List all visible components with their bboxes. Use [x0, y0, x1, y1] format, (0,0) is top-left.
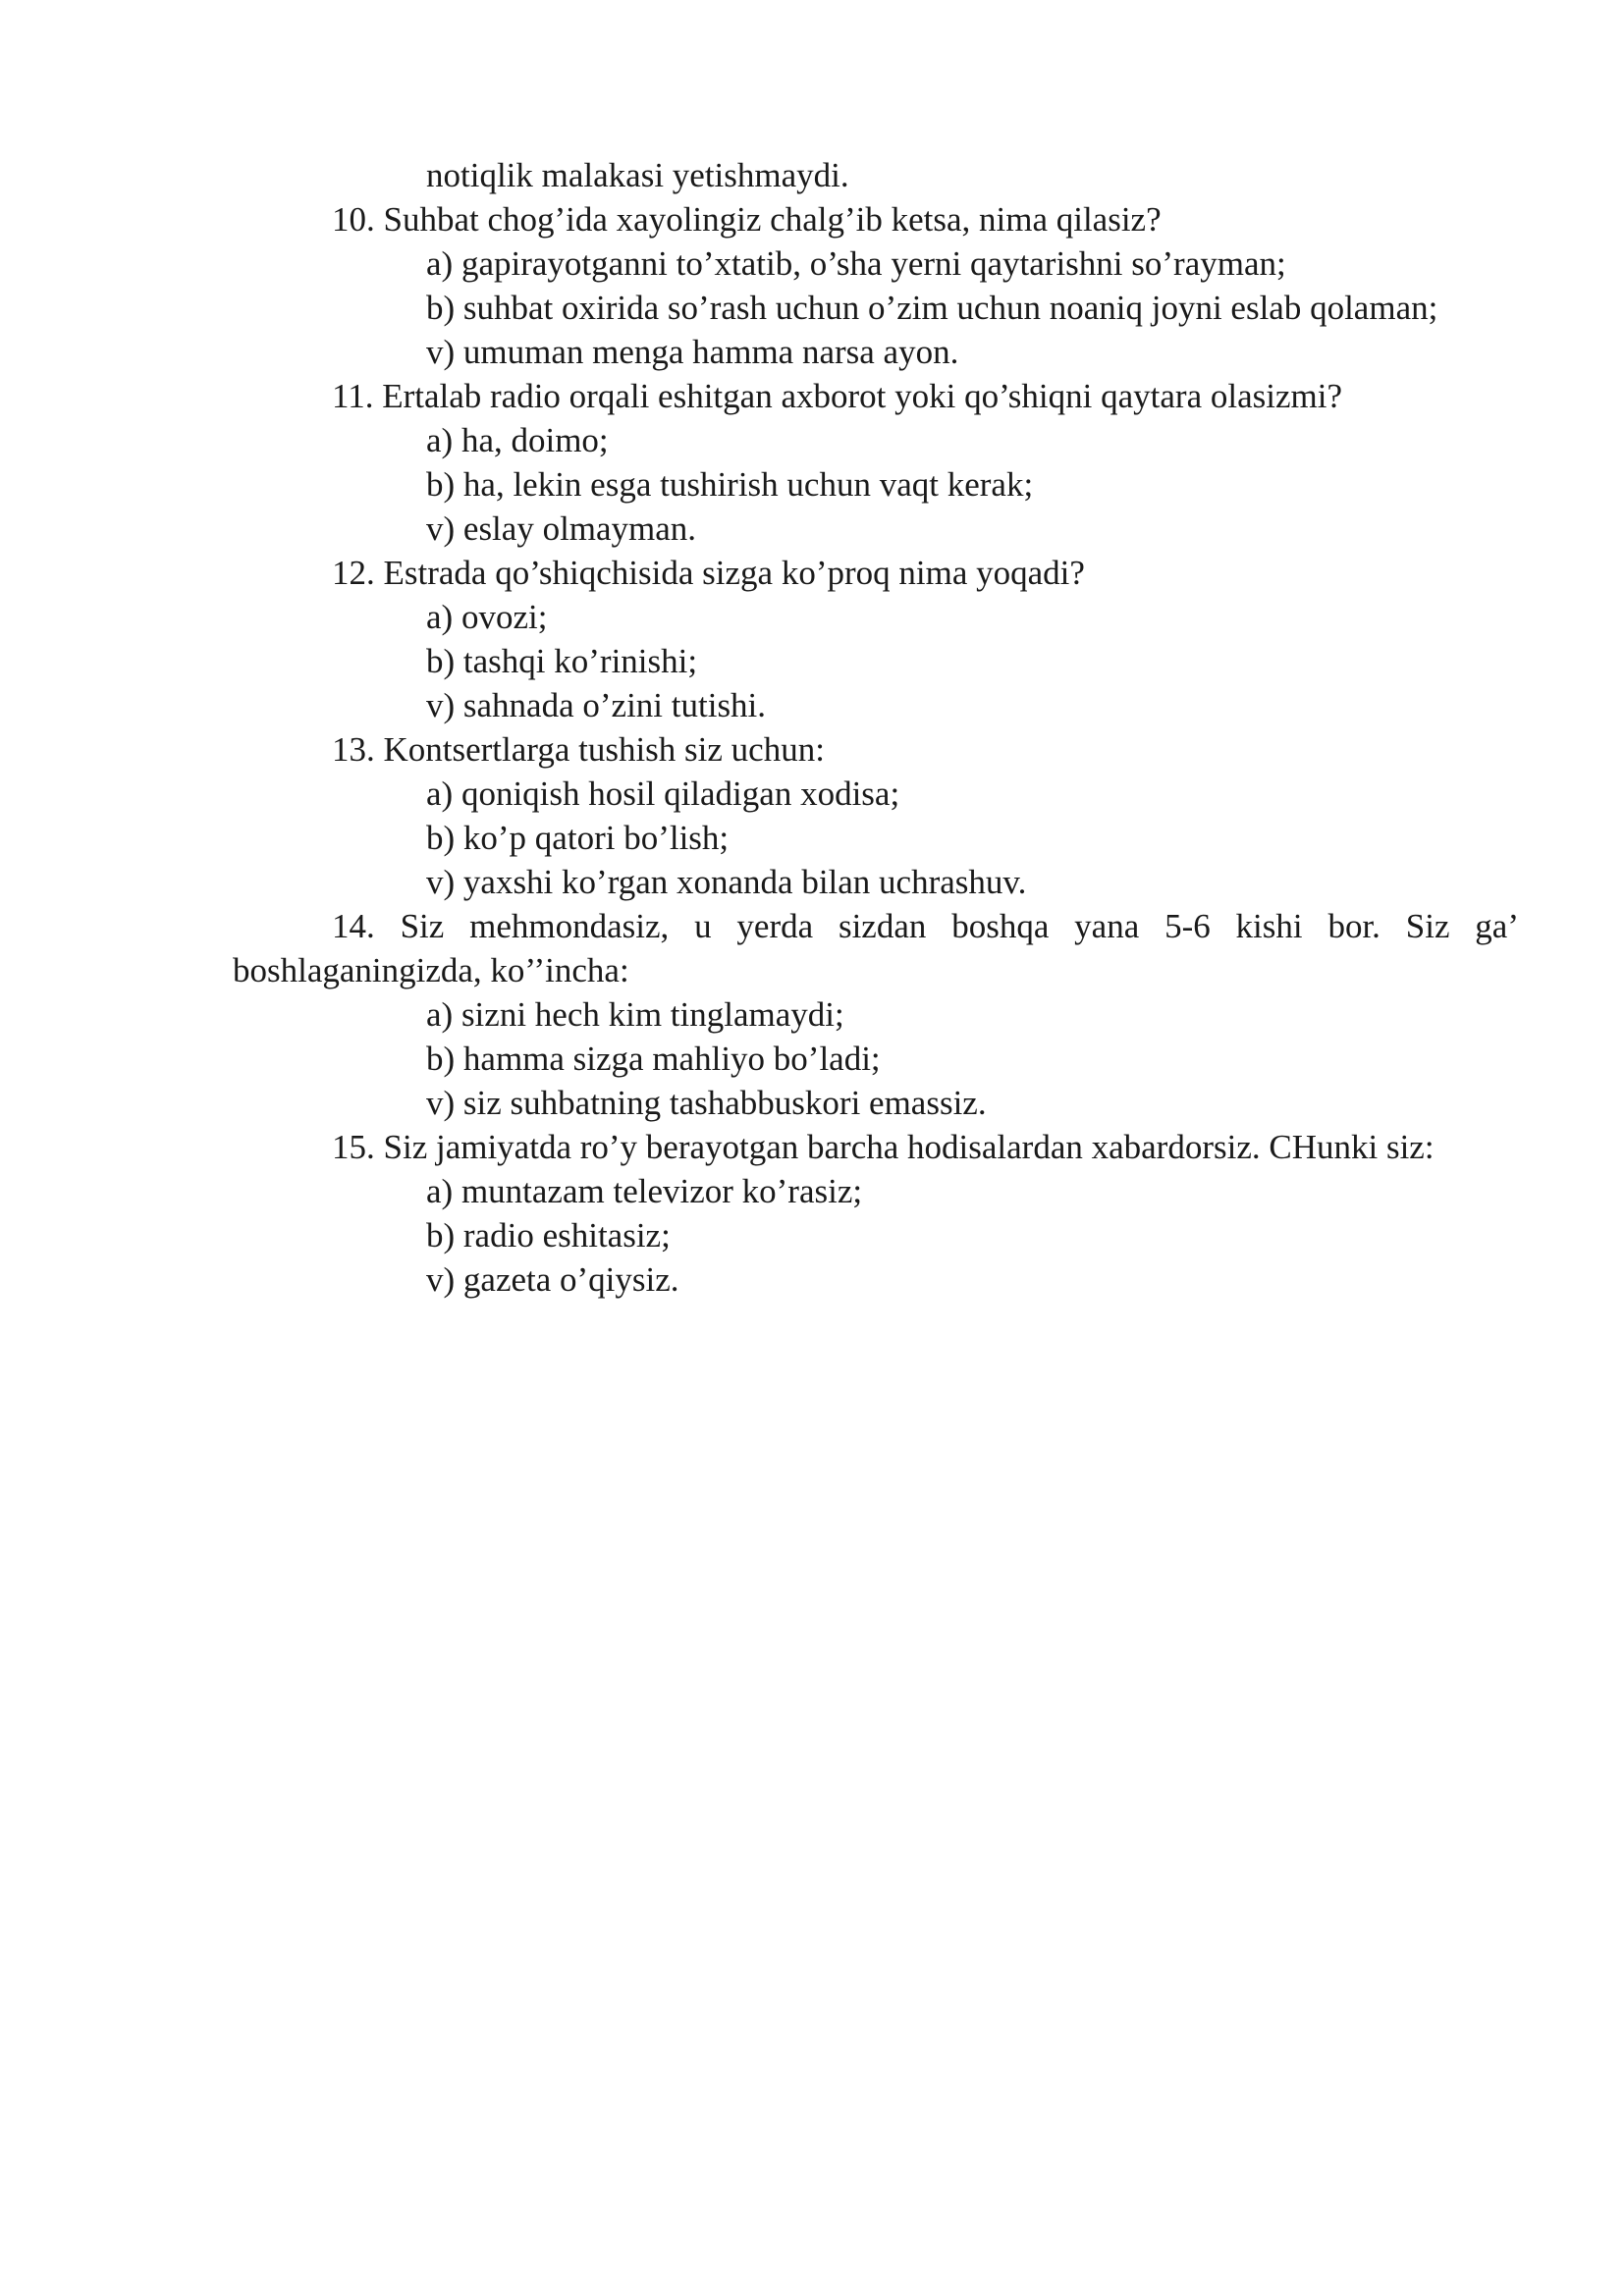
question-14-option-a: a) sizni hech kim tinglamaydi;: [426, 995, 844, 1034]
question-11-option-b: b) ha, lekin esga tushirish uchun vaqt kerak;: [426, 465, 1034, 504]
question-15-option-b: b) radio eshitasiz;: [426, 1216, 671, 1255]
question-10: 10. Suhbat chog’ida xayolingiz chalg’ib ketsa, nima qilasiz?: [332, 200, 1162, 239]
question-15-option-a: a) muntazam televizor ko’rasiz;: [426, 1172, 863, 1210]
question-12: 12. Estrada qo’shiqchisida sizga ko’proq nima yoqadi?: [332, 554, 1085, 592]
question-11-option-v: v) eslay olmayman.: [426, 509, 697, 548]
question-12-option-v: v) sahnada o’zini tutishi.: [426, 686, 767, 724]
question-14: 14. Siz mehmondasiz, u yerda sizdan boshqa yana 5-6 kishi bor. Siz ga’ boshlaganingizda, ko’’incha:: [233, 907, 1519, 989]
question-15: 15. Siz jamiyatda ro’y berayotgan barcha hodisalardan xabardorsiz. CHunki siz:: [332, 1128, 1435, 1166]
question-14-option-b: b) hamma sizga mahliyo bo’ladi;: [426, 1040, 881, 1078]
question-15-option-v: v) gazeta o’qiysiz.: [426, 1260, 679, 1299]
question-11-option-a: a) ha, doimo;: [426, 421, 609, 459]
continued-answer-line: notiqlik malakasi yetishmaydi.: [426, 156, 849, 194]
question-10-option-v: v) umuman menga hamma narsa ayon.: [426, 333, 959, 371]
question-10-option-a: a) gapirayotganni to’xtatib, o’sha yerni qaytarishni so’rayman;: [426, 244, 1286, 283]
question-13: 13. Kontsertlarga tushish siz uchun:: [332, 730, 825, 769]
questionnaire-text: [233, 153, 1519, 1302]
question-14-option-v: v) siz suhbatning tashabbuskori emassiz.: [426, 1084, 987, 1122]
question-13-option-v: v) yaxshi ko’rgan xonanda bilan uchrashuv.: [426, 863, 1027, 901]
question-12-option-b: b) tashqi ko’rinishi;: [426, 642, 698, 680]
question-13-option-b: b) ko’p qatori bo’lish;: [426, 819, 730, 857]
question-10-option-b: b) suhbat oxirida so’rash uchun o’zim uchun noaniq joyni eslab qolaman;: [426, 289, 1438, 327]
question-12-option-a: a) ovozi;: [426, 598, 548, 636]
question-13-option-a: a) qoniqish hosil qiladigan xodisa;: [426, 774, 900, 813]
question-11: 11. Ertalab radio orqali eshitgan axborot yoki qo’shiqni qaytara olasizmi?: [332, 377, 1342, 415]
